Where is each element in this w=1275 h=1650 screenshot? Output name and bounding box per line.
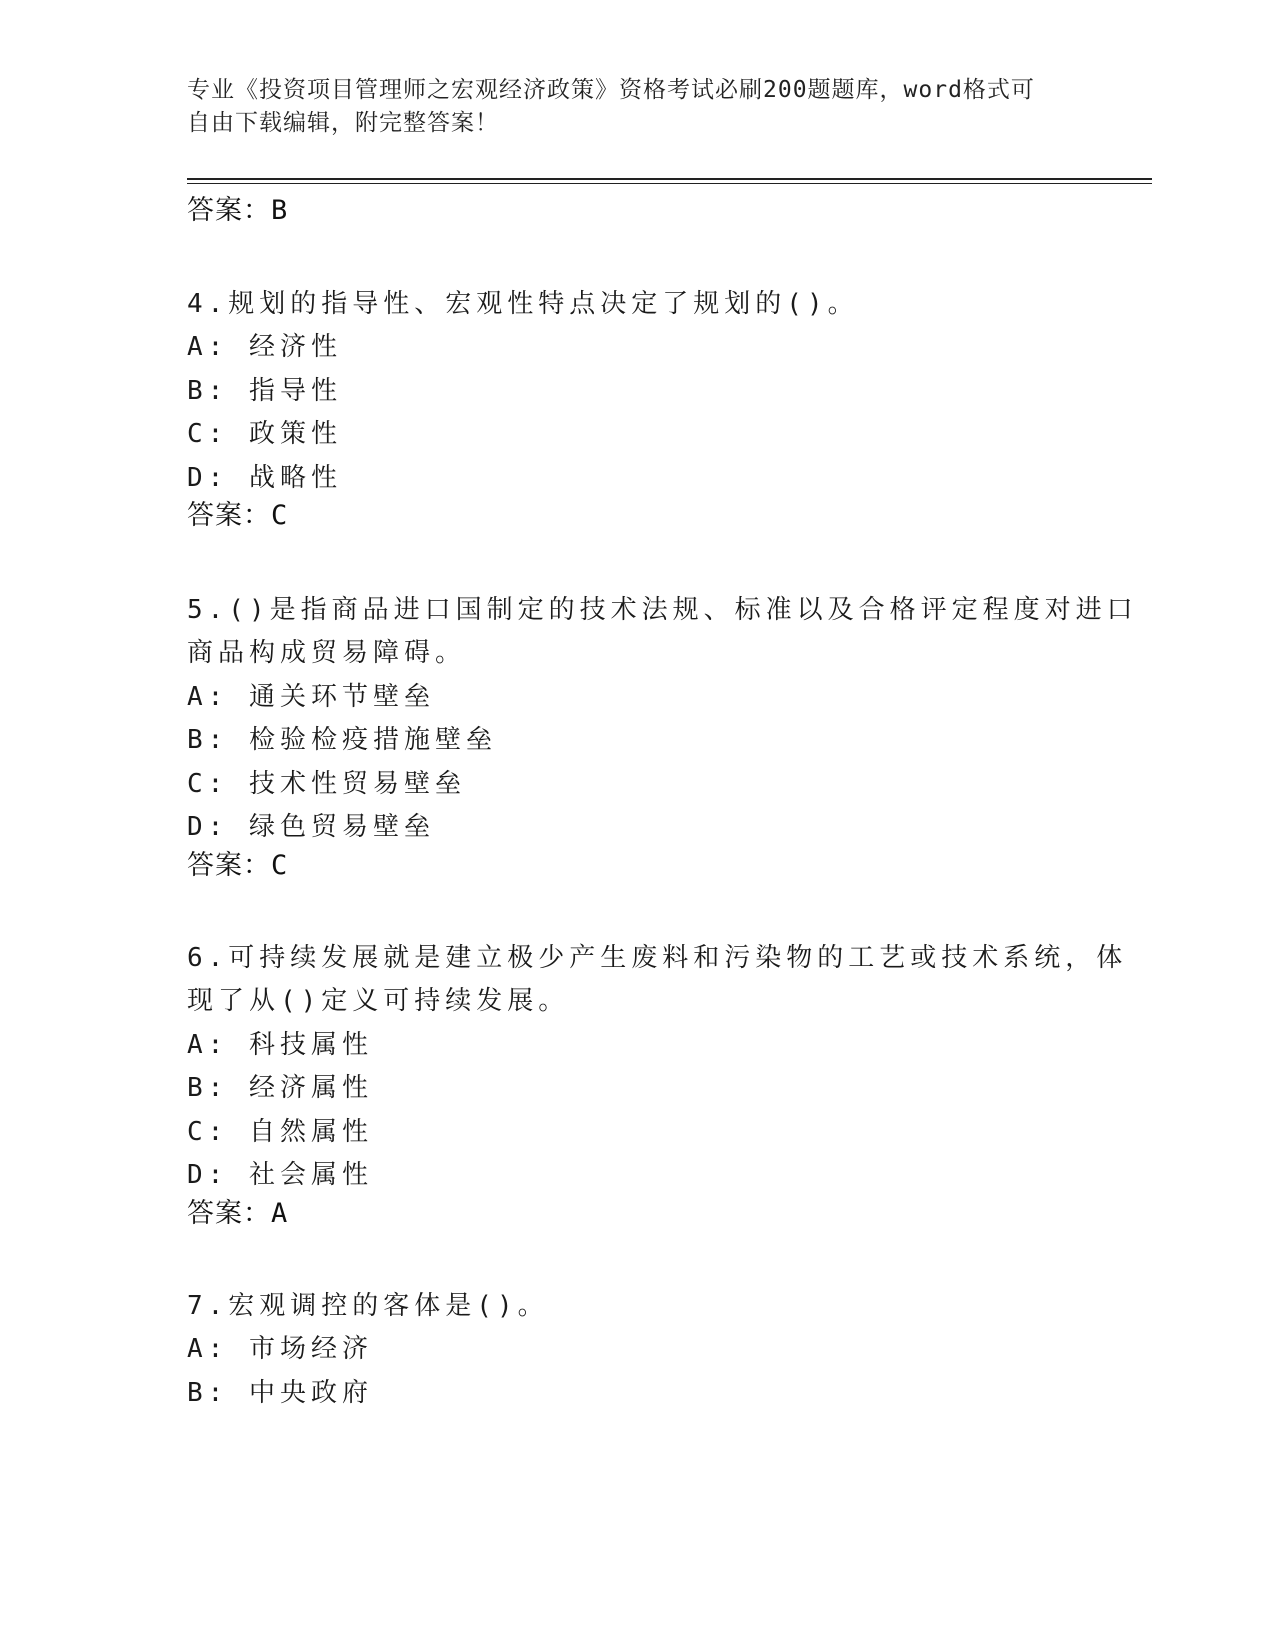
question-stem-line-1: 5.()是指商品进口国制定的技术法规、标准以及合格评定程度对进口	[187, 595, 1138, 625]
option-d: D: 社会属性	[187, 1160, 373, 1190]
header-divider-thick	[187, 178, 1152, 180]
option-a: A: 经济性	[187, 332, 342, 362]
answer-label: 答案：C	[187, 850, 289, 881]
document-header	[187, 74, 1067, 140]
answer-label: 答案：B	[187, 195, 289, 226]
option-a: A: 市场经济	[187, 1334, 373, 1364]
option-a: A: 通关环节壁垒	[187, 682, 435, 712]
option-c: C: 政策性	[187, 419, 342, 449]
option-d: D: 战略性	[187, 463, 342, 493]
option-c: C: 技术性贸易壁垒	[187, 769, 466, 799]
question-stem-line-1: 6.可持续发展就是建立极少产生废料和污染物的工艺或技术系统，体	[187, 943, 1128, 973]
question-stem: 4.规划的指导性、宏观性特点决定了规划的()。	[187, 289, 859, 319]
option-b: B: 指导性	[187, 376, 342, 406]
option-c: C: 自然属性	[187, 1117, 373, 1147]
answer-label: 答案：A	[187, 1198, 289, 1229]
question-stem: 7.宏观调控的客体是()。	[187, 1291, 549, 1321]
option-b: B: 中央政府	[187, 1378, 373, 1408]
question-stem-line-2: 商品构成贸易障碍。	[187, 638, 467, 668]
option-b: B: 经济属性	[187, 1073, 373, 1103]
question-stem-line-2: 现了从()定义可持续发展。	[187, 986, 570, 1016]
option-b: B: 检验检疫措施壁垒	[187, 725, 497, 755]
header-divider-thin	[187, 183, 1152, 184]
option-d: D: 绿色贸易壁垒	[187, 812, 435, 842]
header-line-1: 专业《投资项目管理师之宏观经济政策》资格考试必刷200题题库，word格式可	[187, 77, 1035, 103]
option-a: A: 科技属性	[187, 1030, 373, 1060]
header-line-2: 自由下载编辑，附完整答案！	[187, 110, 499, 136]
answer-label: 答案：C	[187, 500, 289, 531]
